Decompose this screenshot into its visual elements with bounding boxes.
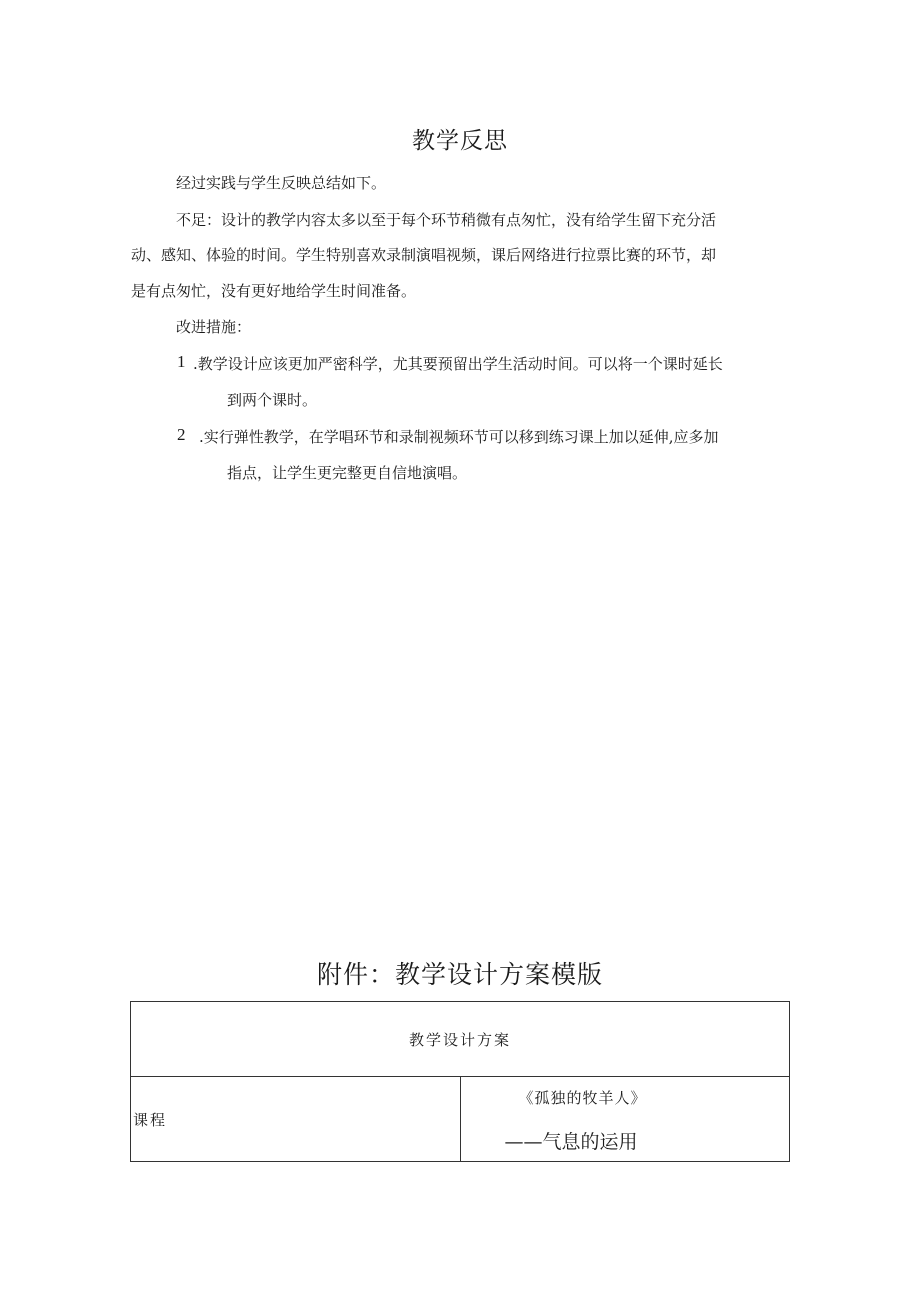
table-header-row	[131, 1002, 790, 1077]
shortcoming-line-3: 是有点匆忙，没有更好地给学生时间准备。	[131, 282, 417, 300]
improvement-label: 改进措施：	[176, 318, 252, 336]
item-number: 1	[177, 352, 186, 371]
item-line-2: 到两个课时。	[227, 391, 318, 409]
table-header: 教学设计方案	[131, 1002, 790, 1077]
item-line-1: .教学设计应该更加严密科学，尤其要预留出学生活动时间。可以将一个课时延长	[193, 355, 723, 373]
shortcoming-line-2: 动、感知、体验的时间。学生特别喜欢录制演唱视频，课后网络进行拉票比赛的环节，却	[131, 246, 717, 264]
course-label: 课程	[131, 1077, 461, 1162]
course-title: 《孤独的牧羊人》	[518, 1089, 647, 1107]
item-line-1: .实行弹性教学，在学唱环节和录制视频环节可以移到练习课上加以延伸,应多加	[199, 428, 719, 446]
table-row	[131, 1077, 790, 1162]
item-number: 2	[177, 425, 186, 444]
intro-text: 经过实践与学生反映总结如下。	[176, 174, 387, 192]
shortcoming-line-1: 不足：设计的教学内容太多以至于每个环节稍微有点匆忙，没有给学生留下充分活	[176, 211, 717, 229]
reflection-title: 教学反思	[412, 128, 508, 154]
course-subtitle: ——气息的运用	[504, 1131, 638, 1153]
item-line-2: 指点，让学生更完整更自信地演唱。	[227, 464, 468, 482]
appendix-title: 附件：教学设计方案模版	[316, 960, 603, 989]
lesson-plan-table	[130, 1001, 790, 1162]
course-content	[460, 1077, 790, 1162]
